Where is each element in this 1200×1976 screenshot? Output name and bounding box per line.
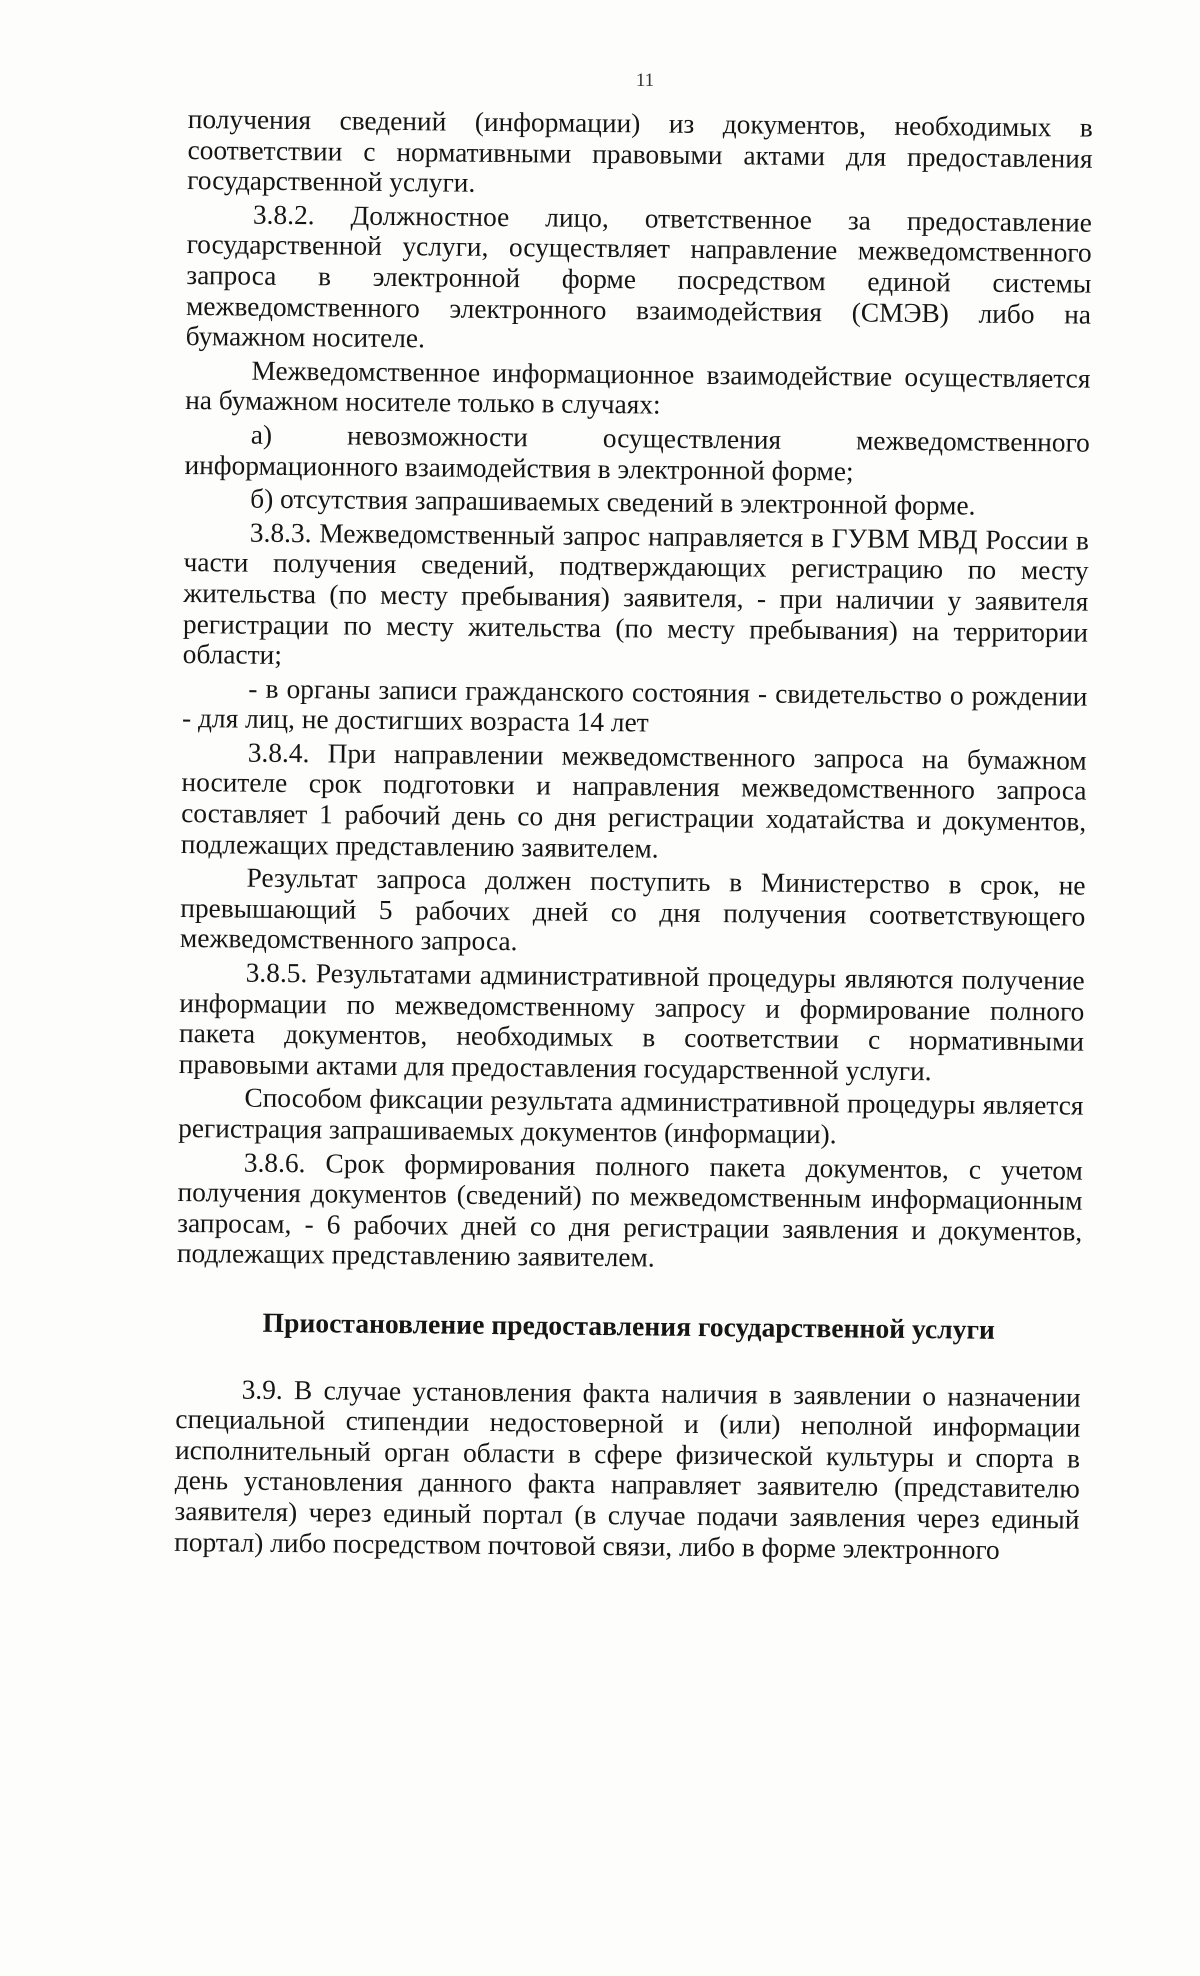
paragraph-fixation-method: Способом фиксации результата административной процедуры является регистрация запрашиваемых документов (информации). [178,1082,1084,1150]
paragraph-3-8-4: 3.8.4. При направлении межведомственного запроса на бумажном носителе срок подготовки и направления межведомственного запроса составляет 1 рабочий день со дня регистрации ходатайства и документов, подлежащих представлению заявителем. [180,737,1087,864]
document-body [174,104,1093,1569]
paragraph-case-b: б) отсутствия запрашиваемых сведений в электронной форме. [250,483,976,521]
paragraph-3-8-5: 3.8.5. Результатами административной процедуры являются получение информации по межведомственному запросу и формирование полного пакета документов, необходимых в соответствии с нормативными правовыми актами для предоставления государственной услуги. [178,957,1085,1086]
paragraph-3-9: 3.9. В случае установления факта наличия в заявлении о назначении специальной стипендии недостоверной и (или) неполной информации исполнительный орган области в сфере физической культуры и спорта в день установления данного факта направляет заявителю (представителю заявителя) через единый портал (в случае подачи заявления через единый портал) либо посредством почтовой связи, либо в форме электронного [174,1374,1081,1565]
paragraph-continuation: получения сведений (информации) из документов, необходимых в соответствии с нормативными правовыми актами для предоставления государственной услуги. [187,104,1093,198]
paragraph-3-8-3: 3.8.3. Межведомственный запрос направляется в ГУВМ МВД России в части получения сведений, подтверждающих регистрацию по месту жительства (по месту пребывания) заявителя, - при наличии у заявителя регистрации по месту жительства (по месту пребывания) на территории области; [182,517,1089,671]
paragraph-interaction-cases: Межведомственное информационное взаимодействие осуществляется на бумажном носителе только в случаях: [185,355,1091,420]
paragraph-civil-registry: - в органы записи гражданского состояния - свидетельство о рождении - для лиц, не достигших возраста 14 лет [181,673,1088,738]
page-number: 11 [635,70,655,91]
paragraph-case-a: а) невозможности осуществления межведомственного информационного взаимодействия в электронной форме; [184,419,1090,486]
paragraph-request-result: Результат запроса должен поступить в Министерство в срок, не превышающий 5 рабочих дней со дня получения соответствующего межведомственного запроса. [179,862,1086,957]
paragraph-3-8-6: 3.8.6. Срок формирования полного пакета документов, с учетом получения документов (сведений) по межведомственным информационным запросам, - 6 рабочих дней со дня регистрации заявления и документов, подлежащих представлению заявителем. [176,1147,1083,1273]
paragraph-3-8-2: 3.8.2. Должностное лицо, ответственное за предоставление государственной услуги, осуществляет направление межведомственного запроса в электронной форме посредством единой системы межведомственного электронного взаимодействия (СМЭВ) либо на бумажном носителе. [185,199,1093,354]
section-heading: Приостановление предоставления государственной услуги [262,1306,996,1345]
